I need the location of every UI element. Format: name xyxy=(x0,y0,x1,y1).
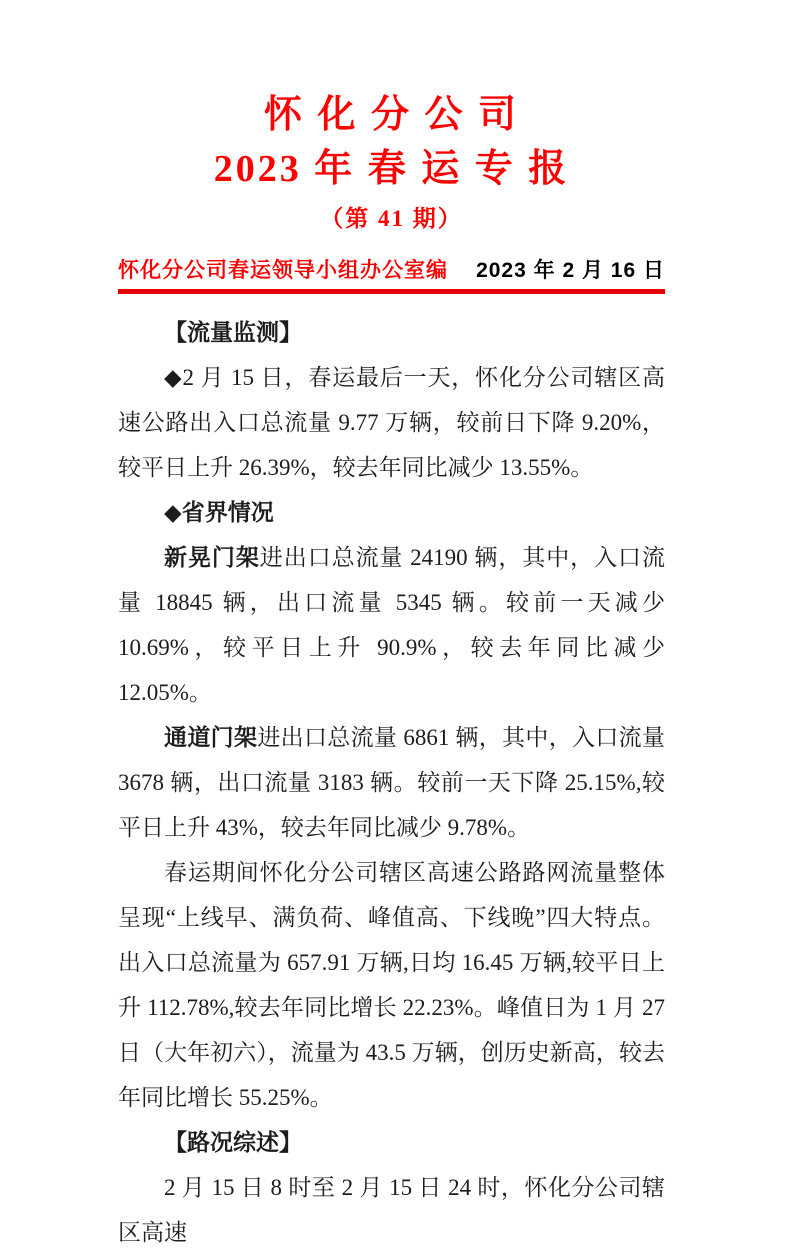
document-title-block xyxy=(118,88,665,238)
document-body xyxy=(118,310,665,1255)
section-heading-road-conditions: 【路况综述】 xyxy=(164,1129,302,1155)
issue-number: （第 41 期） xyxy=(320,206,463,231)
document-title-line2: 2023 年 春 运 专 报 xyxy=(213,148,570,190)
tongdao-gantry-stats: 进出口总流量 6861 辆，其中，入口流量 3678 辆，出口流量 3183 辆。较前一天下降 25.15%,较平日上升 43%，较去年同比减少 9.78%。 xyxy=(118,725,666,840)
paragraph-xinhuang-gantry xyxy=(118,535,665,715)
paragraph-daily-traffic: ◆2 月 15 日，春运最后一天，怀化分公司辖区高速公路出入口总流量 9.77 万辆，较前日下降 9.20%，较平日上升 26.39%，较去年同比减少 13.55%。 xyxy=(118,365,665,480)
xinhuang-gantry-label: 新晃门架 xyxy=(164,544,260,570)
xinhuang-gantry-stats: 进出口总流量 24190 辆，其中，入口流量 18845 辆，出口流量 5345 辆。较前一天减少 10.69%，较平日上升 90.9%，较去年同比减少 12.05%。 xyxy=(118,545,666,705)
paragraph-tongdao-gantry xyxy=(118,715,665,850)
subheading-provincial-border: ◆省界情况 xyxy=(164,499,274,525)
publication-date: 2023 年 2 月 16 日 xyxy=(476,259,665,282)
masthead-divider-rule xyxy=(118,289,665,294)
document-title-line1: 怀 化 分 公 司 xyxy=(263,94,519,136)
paragraph-spring-festival-summary: 春运期间怀化分公司辖区高速公路路网流量整体呈现“上线早、满负荷、峰值高、下线晚”四大特点。出入口总流量为 657.91 万辆,日均 16.45 万辆,较平日上升 112.78%,较去年同比增长 22.23%。峰值日为 1 月 27 日（大年初六），流量为 43.5 万辆，创历史新高，较去年同比增长 55.25%。 xyxy=(118,860,665,1110)
section-heading-traffic-monitoring: 【流量监测】 xyxy=(164,319,302,345)
tongdao-gantry-label: 通道门架 xyxy=(164,724,258,750)
paragraph-road-conditions-intro: 2 月 15 日 8 时至 2 月 15 日 24 时，怀化分公司辖区高速 xyxy=(118,1175,665,1245)
publisher-label: 怀化分公司春运领导小组办公室编 xyxy=(118,259,448,282)
masthead-row xyxy=(118,254,665,284)
